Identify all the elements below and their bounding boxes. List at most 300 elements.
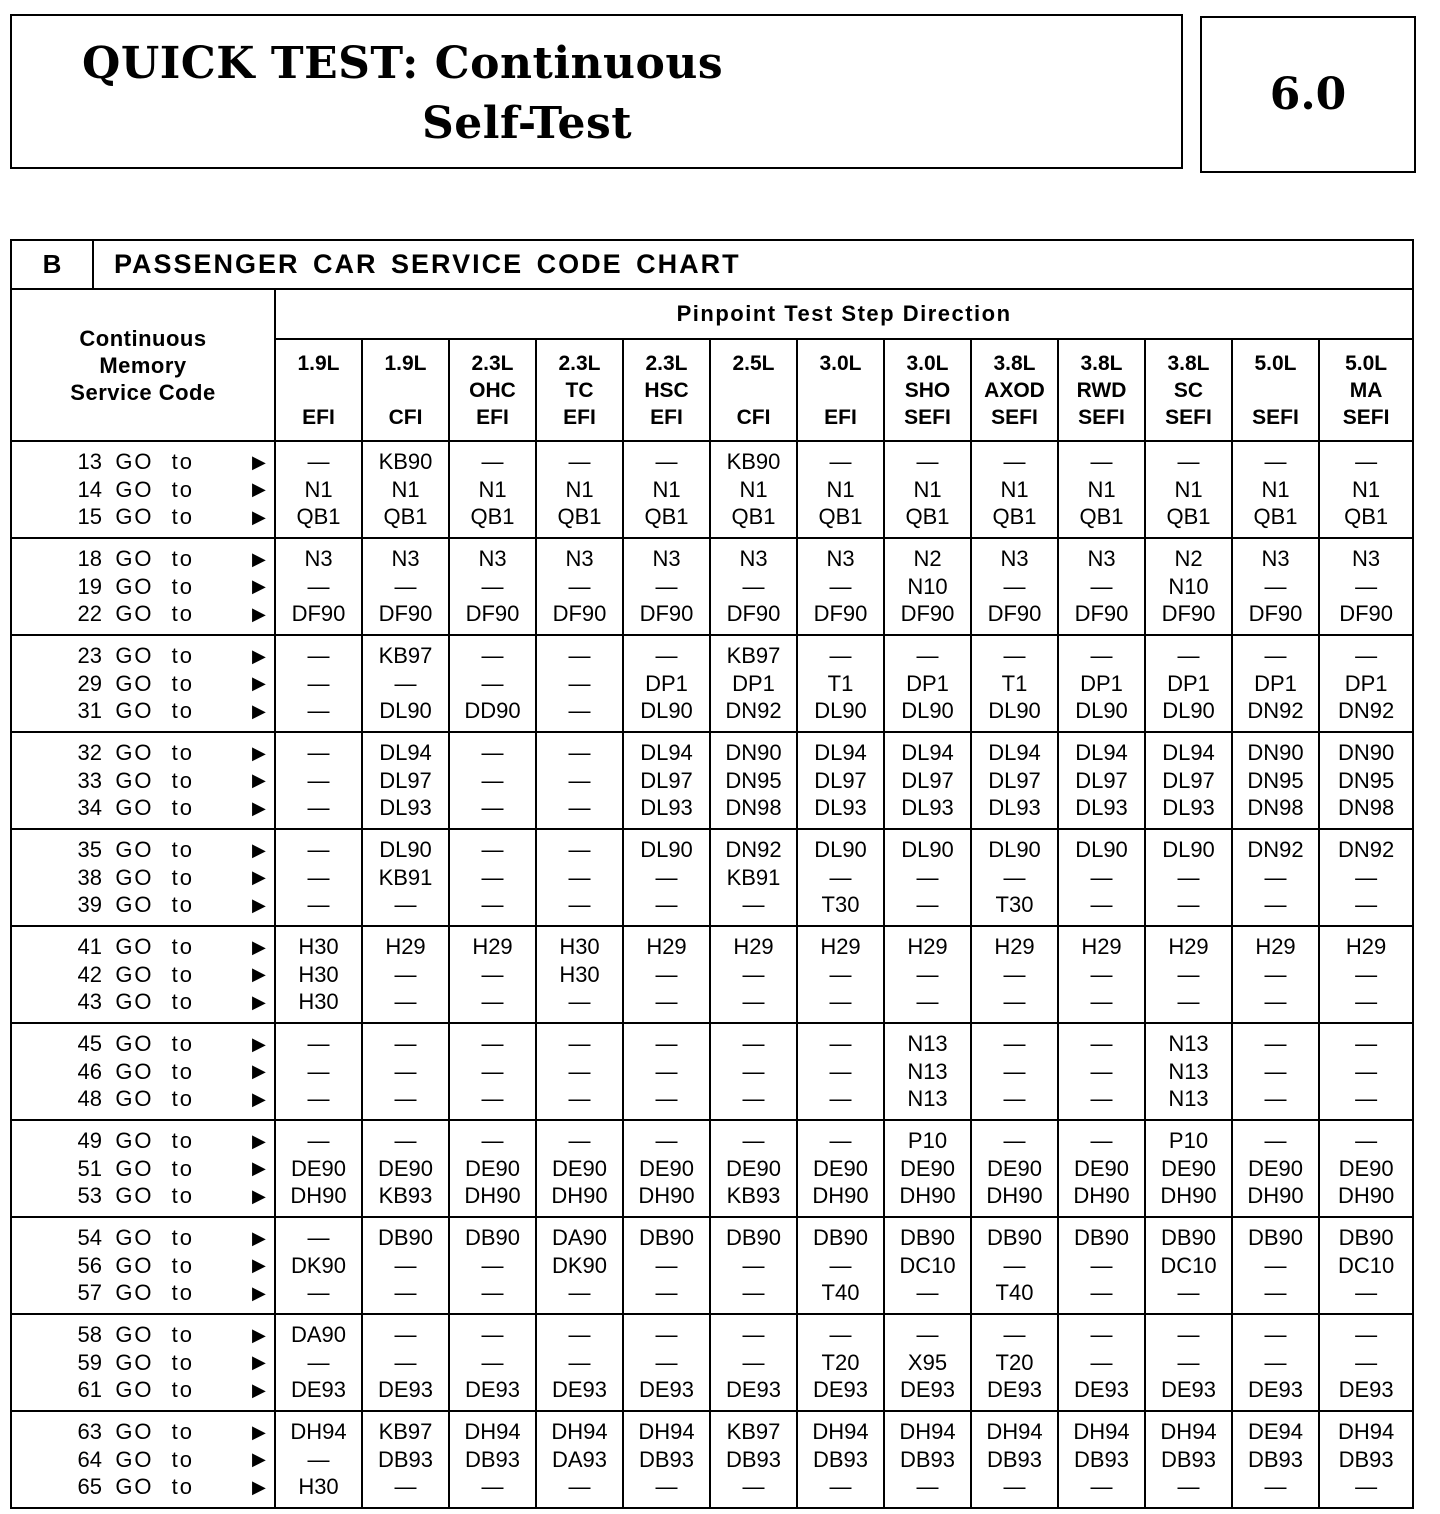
test-step-cell bbox=[536, 926, 623, 1023]
test-step-value: — bbox=[394, 670, 417, 696]
code-column-header-line: Continuous bbox=[79, 325, 207, 351]
engine-header-l2 bbox=[276, 377, 361, 404]
test-step-value: — bbox=[568, 864, 591, 890]
test-step-cell bbox=[449, 538, 536, 635]
test-step-cell bbox=[449, 926, 536, 1023]
service-code-number: 15 bbox=[77, 504, 102, 529]
test-step-value: DA90 bbox=[551, 1225, 608, 1251]
engine-header-l2 bbox=[711, 377, 796, 404]
test-step-value: DE93 bbox=[1160, 1377, 1217, 1403]
service-code-cell bbox=[12, 732, 275, 829]
test-step-value: DB93 bbox=[725, 1446, 782, 1472]
test-step-value: DE90 bbox=[551, 1155, 608, 1181]
service-code-line bbox=[12, 1155, 274, 1183]
triangle-right-icon: ▶ bbox=[252, 894, 266, 915]
test-step-value: — bbox=[307, 892, 330, 918]
service-code-number: 56 bbox=[77, 1252, 102, 1278]
service-code-line bbox=[12, 933, 274, 961]
test-step-value: QB1 bbox=[470, 504, 515, 530]
engine-header-l2: SHO bbox=[904, 378, 951, 402]
test-step-value: DL94 bbox=[379, 740, 432, 766]
test-step-value: — bbox=[568, 573, 591, 599]
service-code-line bbox=[12, 1252, 274, 1280]
test-step-value: — bbox=[568, 740, 591, 766]
test-step-value: — bbox=[568, 1322, 591, 1348]
test-step-value: — bbox=[1090, 1058, 1113, 1084]
test-step-value: DN92 bbox=[1337, 698, 1395, 724]
service-code-number: 49 bbox=[77, 1128, 102, 1153]
test-step-value: — bbox=[742, 1322, 765, 1348]
test-step-cell bbox=[449, 1120, 536, 1217]
test-step-cell bbox=[1145, 732, 1232, 829]
test-step-value: — bbox=[1264, 643, 1287, 669]
service-code-number: 57 bbox=[77, 1280, 102, 1305]
test-step-value: DH90 bbox=[1247, 1183, 1304, 1209]
test-step-value: — bbox=[568, 643, 591, 669]
test-step-value: — bbox=[1090, 1474, 1113, 1500]
test-step-cell bbox=[1232, 635, 1319, 732]
test-step-value: DH90 bbox=[638, 1183, 695, 1209]
test-step-value: DN92 bbox=[1247, 698, 1304, 724]
test-step-value: — bbox=[1177, 1474, 1200, 1500]
go-to-label: GO to bbox=[115, 1155, 194, 1181]
test-step-value: KB91 bbox=[378, 864, 433, 890]
test-step-cell bbox=[971, 538, 1058, 635]
test-step-value: — bbox=[1355, 989, 1378, 1015]
test-step-value: DL93 bbox=[379, 795, 432, 821]
test-step-value: DL90 bbox=[640, 837, 693, 863]
test-step-value: DL90 bbox=[814, 837, 867, 863]
test-step-value: — bbox=[742, 1086, 765, 1112]
test-step-cell bbox=[797, 732, 884, 829]
test-step-value: — bbox=[394, 1128, 417, 1154]
test-step-value: — bbox=[1090, 1128, 1113, 1154]
test-step-value: H29 bbox=[907, 934, 948, 960]
test-step-value: — bbox=[394, 1086, 417, 1112]
service-code-number: 61 bbox=[77, 1377, 102, 1402]
test-step-value: DB90 bbox=[899, 1225, 956, 1251]
test-step-cell bbox=[1058, 441, 1145, 538]
test-step-value: DE93 bbox=[551, 1377, 608, 1403]
test-step-value: — bbox=[481, 1031, 504, 1057]
test-step-value: DE94 bbox=[1247, 1419, 1304, 1445]
test-step-value: — bbox=[1355, 1058, 1378, 1084]
test-step-value: DH94 bbox=[899, 1419, 956, 1445]
test-step-value: T20 bbox=[821, 1349, 860, 1375]
test-step-value: — bbox=[1264, 1322, 1287, 1348]
test-step-value: — bbox=[1003, 449, 1026, 475]
test-step-cell bbox=[884, 1411, 971, 1507]
test-step-value: H30 bbox=[298, 934, 339, 960]
go-to-label: GO to bbox=[115, 1377, 194, 1402]
test-step-value: — bbox=[655, 864, 678, 890]
test-step-value: DE90 bbox=[290, 1155, 347, 1181]
test-step-value: — bbox=[916, 449, 939, 475]
test-step-cell bbox=[710, 1314, 797, 1411]
test-step-cell bbox=[362, 1120, 449, 1217]
test-step-value: — bbox=[742, 1058, 765, 1084]
test-step-value: DH94 bbox=[1073, 1419, 1130, 1445]
test-step-value: — bbox=[1355, 643, 1378, 669]
test-step-cell bbox=[797, 1217, 884, 1314]
test-step-value: — bbox=[1177, 1322, 1200, 1348]
test-step-value: — bbox=[1355, 449, 1378, 475]
test-step-value: — bbox=[1090, 1031, 1113, 1057]
engine-header-l1: 5.0L bbox=[1254, 351, 1297, 375]
engine-header bbox=[710, 339, 797, 441]
chart-header bbox=[12, 241, 1412, 290]
test-step-value: DB93 bbox=[464, 1446, 521, 1472]
test-step-value: DH94 bbox=[1337, 1419, 1395, 1445]
test-step-value: H30 bbox=[298, 989, 339, 1015]
service-code-number: 34 bbox=[77, 795, 102, 820]
engine-header-l1: 3.0L bbox=[906, 351, 949, 375]
service-code-number: 58 bbox=[77, 1322, 102, 1347]
test-step-cell bbox=[797, 1023, 884, 1120]
test-step-value: — bbox=[1264, 892, 1287, 918]
test-step-value: DB93 bbox=[812, 1446, 869, 1472]
test-step-value: — bbox=[394, 961, 417, 987]
test-step-cell bbox=[710, 732, 797, 829]
test-step-value: — bbox=[307, 573, 330, 599]
test-step-value: — bbox=[1177, 1280, 1200, 1306]
test-step-cell bbox=[1145, 926, 1232, 1023]
test-step-value: H30 bbox=[559, 961, 600, 987]
test-step-value: — bbox=[655, 1252, 678, 1278]
test-step-value: DH90 bbox=[1160, 1183, 1217, 1209]
test-step-value: — bbox=[1177, 1349, 1200, 1375]
service-code-number: 39 bbox=[77, 892, 102, 917]
engine-header bbox=[971, 339, 1058, 441]
service-code-line bbox=[12, 864, 274, 892]
service-code-number: 48 bbox=[77, 1086, 102, 1111]
test-step-value: DB90 bbox=[1073, 1225, 1130, 1251]
test-step-value: DE90 bbox=[1247, 1155, 1304, 1181]
test-step-value: DE93 bbox=[1247, 1377, 1304, 1403]
service-code-cell bbox=[12, 1023, 275, 1120]
test-step-value: — bbox=[742, 1349, 765, 1375]
test-step-cell bbox=[1232, 441, 1319, 538]
test-step-cell bbox=[362, 538, 449, 635]
triangle-right-icon: ▶ bbox=[252, 451, 266, 472]
test-step-value: N3 bbox=[739, 546, 768, 572]
test-step-value: DN90 bbox=[725, 740, 782, 766]
test-step-value: — bbox=[1003, 1128, 1026, 1154]
test-step-cell bbox=[710, 829, 797, 926]
service-code-number: 33 bbox=[77, 767, 102, 793]
test-step-value: — bbox=[394, 1280, 417, 1306]
test-step-value: DL97 bbox=[814, 767, 867, 793]
test-step-value: N13 bbox=[907, 1086, 948, 1112]
test-step-value: — bbox=[655, 449, 678, 475]
triangle-right-icon: ▶ bbox=[252, 770, 266, 790]
test-step-value: N13 bbox=[907, 1058, 948, 1084]
test-step-value: — bbox=[742, 1031, 765, 1057]
go-to-label: GO to bbox=[115, 892, 194, 917]
test-step-value: — bbox=[481, 1474, 504, 1500]
service-code-number: 64 bbox=[77, 1446, 102, 1472]
test-step-value: DF90 bbox=[1339, 601, 1393, 627]
test-step-value: DH94 bbox=[638, 1419, 695, 1445]
test-step-value: — bbox=[394, 892, 417, 918]
test-step-cell bbox=[1319, 829, 1412, 926]
engine-header-l3: SEFI bbox=[1078, 405, 1125, 429]
test-step-value: DN90 bbox=[1247, 740, 1304, 766]
test-step-value: N3 bbox=[1000, 546, 1029, 572]
test-step-value: DB93 bbox=[1073, 1446, 1130, 1472]
test-step-value: — bbox=[481, 670, 504, 696]
test-step-value: DH94 bbox=[986, 1419, 1043, 1445]
test-step-value: DB93 bbox=[377, 1446, 434, 1472]
test-step-cell bbox=[536, 538, 623, 635]
service-code-cell bbox=[12, 829, 275, 926]
test-step-value: N13 bbox=[1168, 1058, 1209, 1084]
test-step-value: — bbox=[481, 864, 504, 890]
test-step-value: — bbox=[568, 449, 591, 475]
test-step-cell bbox=[1232, 1411, 1319, 1507]
test-step-value: — bbox=[307, 837, 330, 863]
test-step-value: DH90 bbox=[812, 1183, 869, 1209]
test-step-cell bbox=[1232, 1120, 1319, 1217]
test-step-value: T1 bbox=[1001, 670, 1028, 696]
test-step-value: — bbox=[1090, 573, 1113, 599]
service-code-line bbox=[12, 545, 274, 573]
service-code-number: 29 bbox=[77, 670, 102, 696]
test-step-value: — bbox=[916, 989, 939, 1015]
test-step-cell bbox=[449, 1314, 536, 1411]
test-step-value: — bbox=[568, 1058, 591, 1084]
go-to-label: GO to bbox=[115, 670, 194, 696]
service-code-line bbox=[12, 573, 274, 601]
test-step-value: — bbox=[1355, 1031, 1378, 1057]
test-step-value: DB90 bbox=[464, 1225, 521, 1251]
triangle-right-icon: ▶ bbox=[252, 673, 266, 693]
test-step-cell bbox=[710, 1411, 797, 1507]
triangle-right-icon: ▶ bbox=[252, 1476, 266, 1497]
test-step-value: — bbox=[394, 989, 417, 1015]
test-step-value: DP1 bbox=[1254, 670, 1297, 696]
test-step-value: QB1 bbox=[731, 504, 776, 530]
test-step-value: — bbox=[1177, 864, 1200, 890]
test-step-value: DE90 bbox=[812, 1155, 869, 1181]
service-code-chart bbox=[10, 239, 1414, 1509]
test-step-value: — bbox=[1003, 573, 1026, 599]
service-code-line bbox=[12, 891, 274, 919]
triangle-right-icon: ▶ bbox=[252, 742, 266, 763]
test-step-value: — bbox=[916, 643, 939, 669]
test-step-cell bbox=[710, 1120, 797, 1217]
test-step-value: DB93 bbox=[899, 1446, 956, 1472]
test-step-value: — bbox=[307, 1225, 330, 1251]
test-step-cell bbox=[1058, 635, 1145, 732]
code-table bbox=[12, 290, 1412, 1507]
test-step-value: H29 bbox=[646, 934, 687, 960]
test-step-value: QB1 bbox=[1166, 504, 1211, 530]
engine-header-l2: SC bbox=[1173, 378, 1204, 402]
test-step-value: — bbox=[307, 1128, 330, 1154]
test-step-value: — bbox=[1090, 892, 1113, 918]
test-step-cell bbox=[884, 829, 971, 926]
test-step-value: — bbox=[307, 1446, 330, 1472]
test-step-value: DL90 bbox=[1162, 837, 1215, 863]
service-code-number: 43 bbox=[77, 989, 102, 1014]
test-step-value: N1 bbox=[652, 476, 681, 502]
test-step-value: N3 bbox=[304, 546, 333, 572]
engine-header bbox=[362, 339, 449, 441]
engine-header-l1: 2.3L bbox=[645, 351, 688, 375]
test-step-value: T30 bbox=[821, 892, 860, 918]
test-step-cell bbox=[449, 1411, 536, 1507]
test-step-value: — bbox=[742, 573, 765, 599]
test-step-value: — bbox=[307, 449, 330, 475]
engine-header-l1: 2.5L bbox=[732, 351, 775, 375]
engine-header-l3: EFI bbox=[650, 405, 683, 429]
test-step-cell bbox=[1058, 1023, 1145, 1120]
go-to-label: GO to bbox=[115, 1031, 194, 1056]
test-step-value: DF90 bbox=[639, 601, 694, 627]
go-to-label: GO to bbox=[115, 1446, 194, 1472]
test-step-value: — bbox=[481, 740, 504, 766]
test-step-value: DE93 bbox=[812, 1377, 869, 1403]
test-step-cell bbox=[971, 732, 1058, 829]
service-code-cell bbox=[12, 1411, 275, 1507]
test-step-value: N1 bbox=[1352, 476, 1381, 502]
engine-header-l2: TC bbox=[565, 378, 594, 402]
test-step-value: — bbox=[1264, 1058, 1287, 1084]
test-step-cell bbox=[797, 926, 884, 1023]
test-step-value: DB93 bbox=[986, 1446, 1043, 1472]
test-step-cell bbox=[797, 635, 884, 732]
test-step-cell bbox=[536, 1411, 623, 1507]
triangle-right-icon: ▶ bbox=[252, 1449, 266, 1469]
test-step-cell bbox=[275, 1120, 362, 1217]
test-step-value: QB1 bbox=[1253, 504, 1298, 530]
go-to-label: GO to bbox=[115, 864, 194, 890]
test-step-value: DN95 bbox=[1337, 767, 1395, 793]
test-step-cell bbox=[1145, 441, 1232, 538]
test-step-value: DL90 bbox=[1075, 837, 1128, 863]
engine-header bbox=[275, 339, 362, 441]
test-step-value: DL97 bbox=[640, 767, 693, 793]
test-step-value: — bbox=[829, 1128, 852, 1154]
service-code-cell bbox=[12, 1120, 275, 1217]
test-step-value: T30 bbox=[995, 892, 1034, 918]
test-step-value: H30 bbox=[298, 961, 339, 987]
test-step-value: — bbox=[568, 1128, 591, 1154]
test-step-value: — bbox=[742, 892, 765, 918]
test-step-value: — bbox=[1090, 1322, 1113, 1348]
test-step-value: — bbox=[655, 1322, 678, 1348]
test-step-value: N3 bbox=[565, 546, 594, 572]
test-step-cell bbox=[1232, 1217, 1319, 1314]
table-row bbox=[12, 1023, 1412, 1120]
engine-header-l3: SEFI bbox=[991, 405, 1038, 429]
test-step-value: — bbox=[307, 1058, 330, 1084]
test-step-value: DH94 bbox=[464, 1419, 521, 1445]
test-step-value: DL94 bbox=[901, 740, 954, 766]
test-step-cell bbox=[449, 829, 536, 926]
test-step-value: DH90 bbox=[986, 1183, 1043, 1209]
test-step-value: N13 bbox=[907, 1031, 948, 1057]
test-step-cell bbox=[449, 732, 536, 829]
test-step-value: N13 bbox=[1168, 1086, 1209, 1112]
test-step-cell bbox=[1058, 1314, 1145, 1411]
test-step-cell bbox=[710, 538, 797, 635]
test-step-cell bbox=[1145, 1023, 1232, 1120]
test-step-value: — bbox=[307, 864, 330, 890]
engine-header-l1: 3.0L bbox=[819, 351, 862, 375]
test-step-cell bbox=[884, 538, 971, 635]
engine-header bbox=[536, 339, 623, 441]
test-step-cell bbox=[884, 926, 971, 1023]
test-step-value: DF90 bbox=[813, 601, 868, 627]
test-step-value: T40 bbox=[821, 1280, 860, 1306]
test-step-value: — bbox=[1355, 1128, 1378, 1154]
test-step-cell bbox=[710, 926, 797, 1023]
test-step-value: N13 bbox=[1168, 1031, 1209, 1057]
test-step-value: — bbox=[394, 1322, 417, 1348]
service-code-line bbox=[12, 836, 274, 864]
test-step-cell bbox=[362, 1411, 449, 1507]
engine-header-l3: SEFI bbox=[1165, 405, 1212, 429]
go-to-label: GO to bbox=[115, 837, 194, 862]
test-step-cell bbox=[971, 1314, 1058, 1411]
go-to-label: GO to bbox=[115, 989, 194, 1014]
test-step-value: — bbox=[307, 740, 330, 766]
engine-header bbox=[1232, 339, 1319, 441]
test-step-value: N3 bbox=[652, 546, 681, 572]
test-step-value: — bbox=[1264, 1252, 1287, 1278]
service-code-number: 42 bbox=[77, 961, 102, 987]
code-column-header-line: Memory bbox=[99, 352, 187, 378]
test-step-value: — bbox=[1264, 1349, 1287, 1375]
test-step-value: N1 bbox=[1261, 476, 1290, 502]
service-code-number: 22 bbox=[77, 601, 102, 626]
table-row bbox=[12, 1314, 1412, 1411]
test-step-value: — bbox=[655, 892, 678, 918]
test-step-cell bbox=[623, 1023, 710, 1120]
table-row bbox=[12, 926, 1412, 1023]
test-step-value: DN92 bbox=[725, 698, 782, 724]
test-step-value: N10 bbox=[1168, 573, 1209, 599]
test-step-value: — bbox=[1355, 573, 1378, 599]
table-row bbox=[12, 441, 1412, 538]
test-step-value: — bbox=[1264, 961, 1287, 987]
test-step-cell bbox=[1319, 1217, 1412, 1314]
test-step-value: DH94 bbox=[551, 1419, 608, 1445]
test-step-value: — bbox=[1264, 864, 1287, 890]
test-step-value: DF90 bbox=[987, 601, 1042, 627]
test-step-cell bbox=[884, 732, 971, 829]
test-step-cell bbox=[971, 441, 1058, 538]
test-step-value: — bbox=[655, 1086, 678, 1112]
service-code-number: 45 bbox=[77, 1031, 102, 1056]
test-step-cell bbox=[1319, 1120, 1412, 1217]
service-code-cell bbox=[12, 441, 275, 538]
engine-header-l1: 5.0L bbox=[1345, 351, 1388, 375]
test-step-value: DE93 bbox=[899, 1377, 956, 1403]
test-step-value: — bbox=[1355, 864, 1378, 890]
test-step-cell bbox=[710, 1217, 797, 1314]
triangle-right-icon: ▶ bbox=[252, 867, 266, 887]
service-code-line bbox=[12, 1376, 274, 1404]
service-code-line bbox=[12, 1418, 274, 1446]
service-code-number: 46 bbox=[77, 1058, 102, 1084]
triangle-right-icon: ▶ bbox=[252, 1379, 266, 1400]
test-step-value: DN92 bbox=[1247, 837, 1304, 863]
test-step-value: KB93 bbox=[726, 1183, 781, 1209]
test-step-value: — bbox=[1355, 1086, 1378, 1112]
